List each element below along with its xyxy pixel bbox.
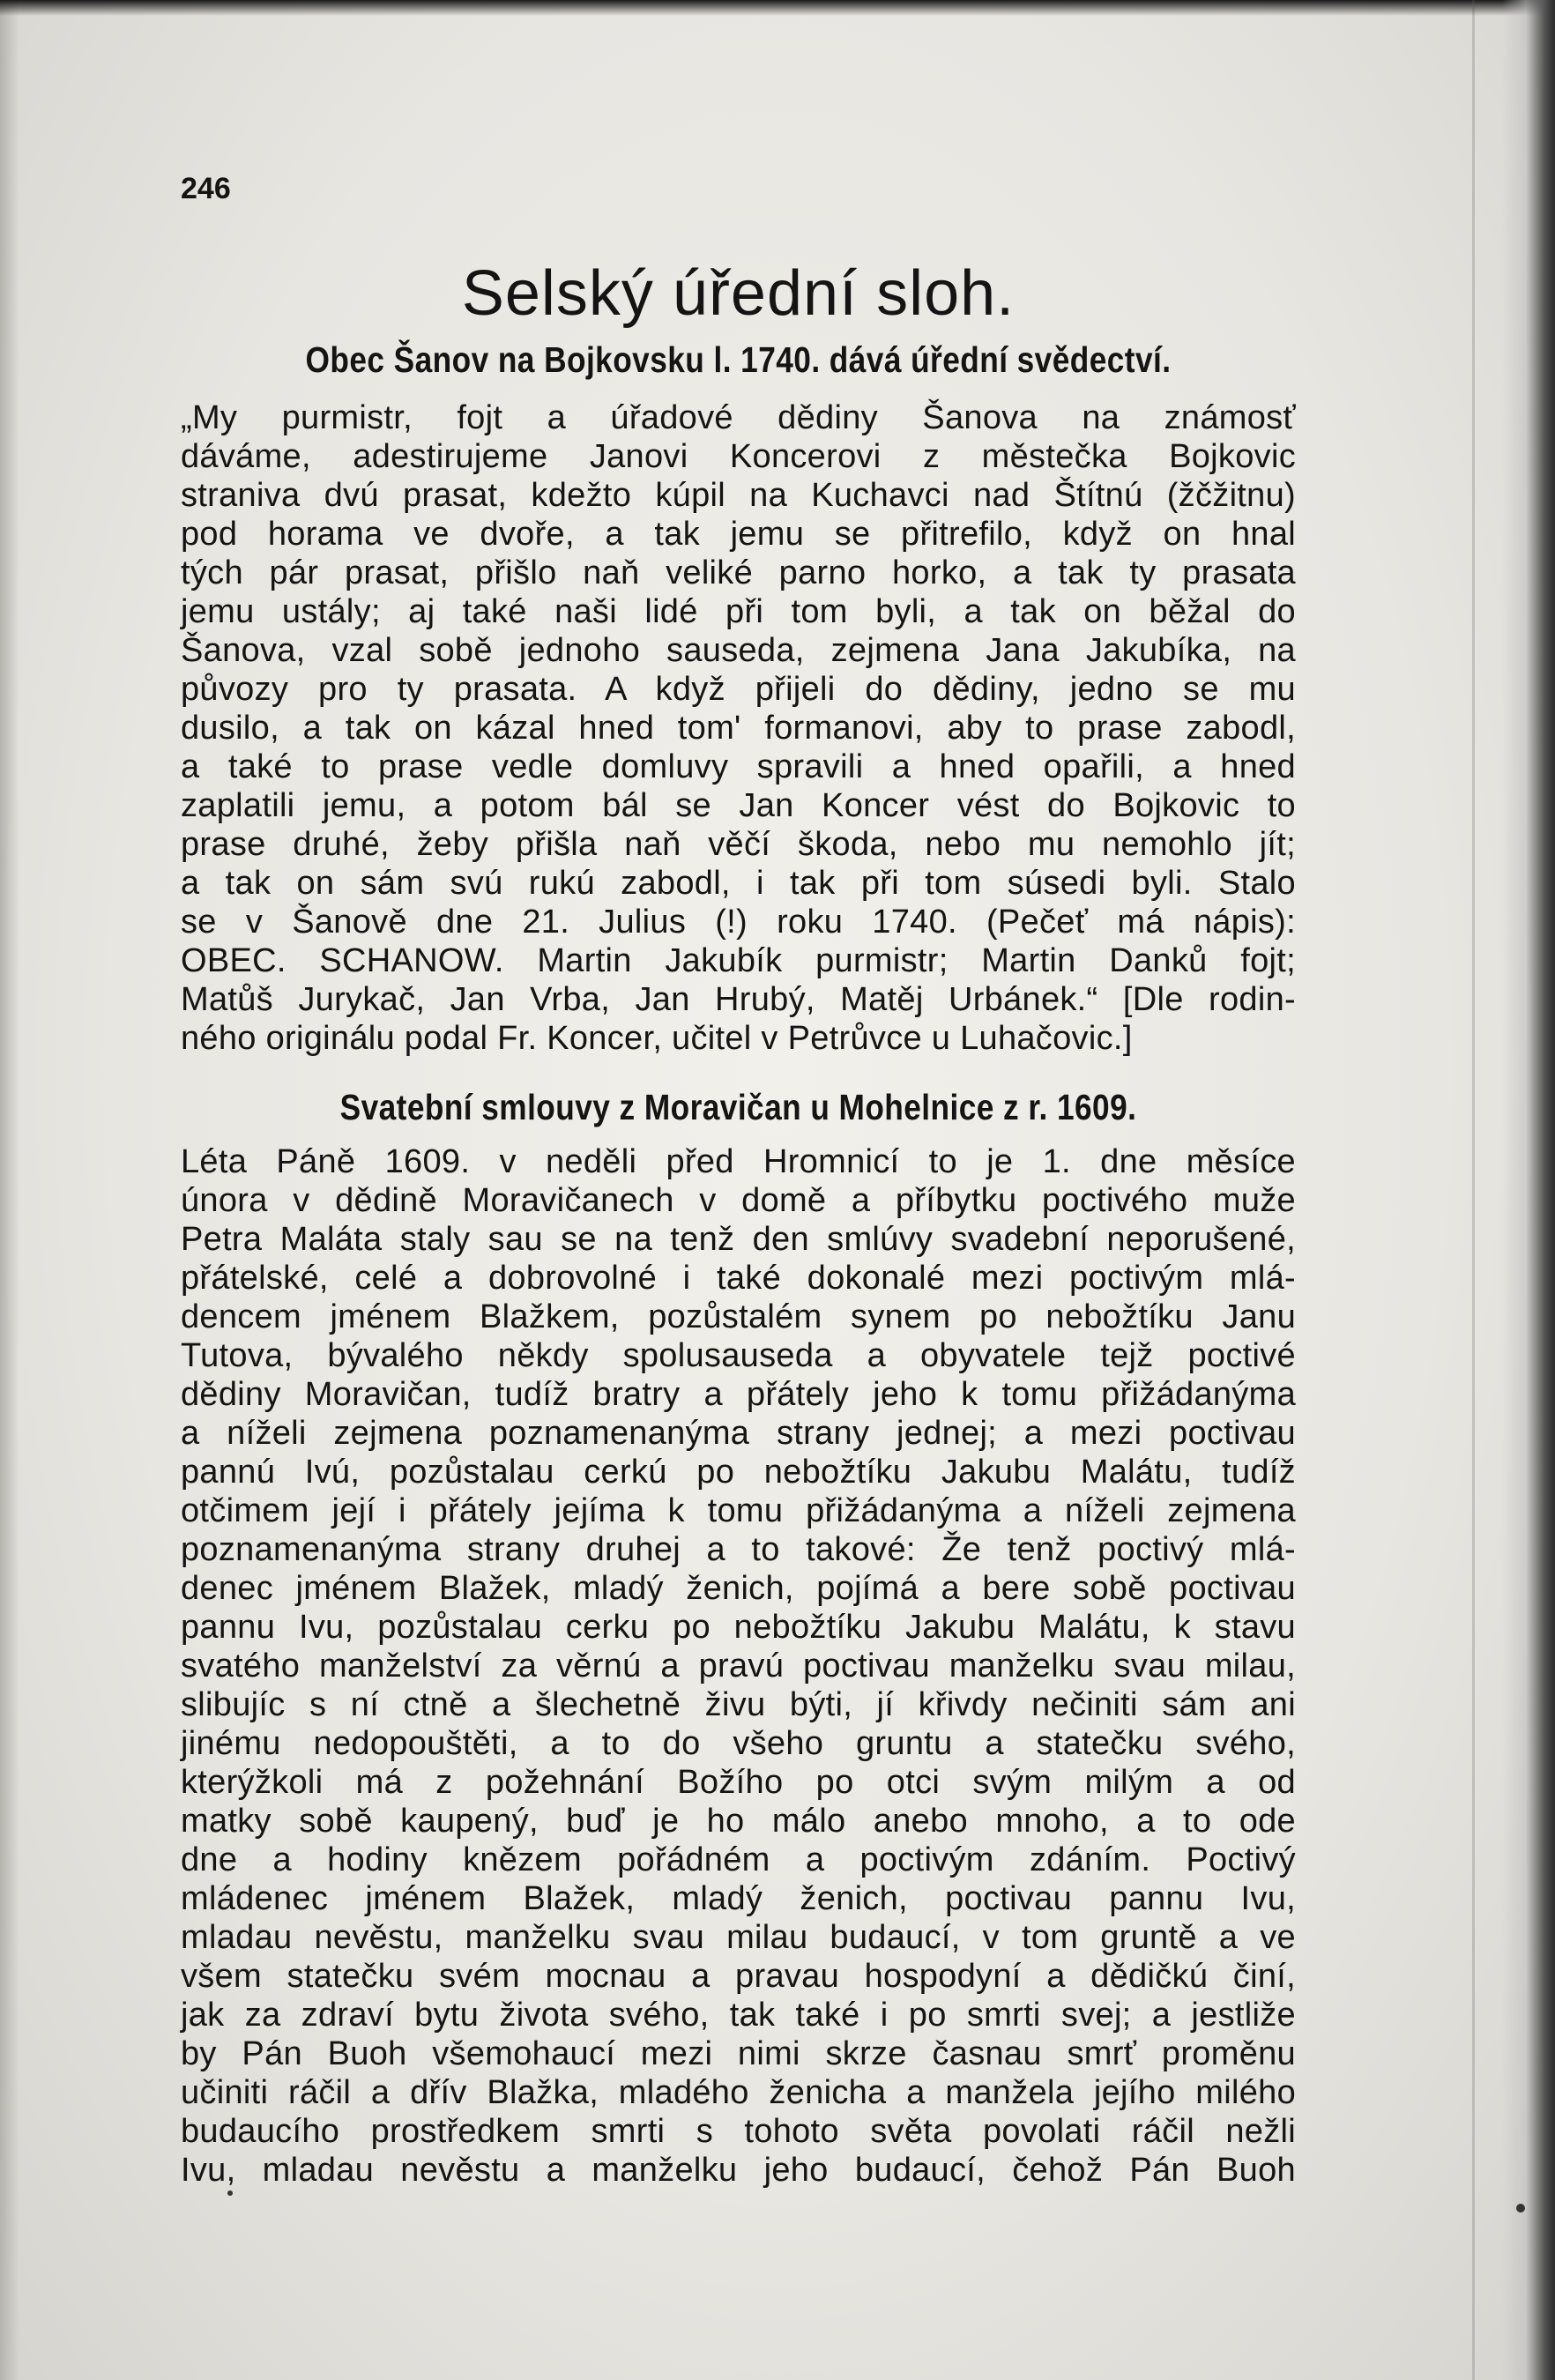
text-line: prase druhé, žeby přišla naň věčí škoda, nebo mu nemohlo jít; xyxy=(181,826,1296,863)
text-line: učiniti ráčil a dřív Blažka, mladého ženicha a manžela jejího milého xyxy=(181,2074,1296,2111)
section-heading-sanov: Obec Šanov na Bojkovsku l. 1740. dává úřední svědectví. xyxy=(305,339,1172,380)
text-line: slibujíc s ní ctně a šlechetně živu býti, jí křivdy nečiniti sám ani xyxy=(181,1686,1296,1723)
text-line: dáváme, adestirujeme Janovi Koncerovi z městečka Bojkovic xyxy=(181,438,1296,475)
page-shadow-left xyxy=(0,0,19,2380)
text-line: otčimem její i přátely jejíma k tomu přižádanýma a níželi zejmena xyxy=(181,1492,1296,1529)
text-line: ného originálu podal Fr. Koncer, učitel v Petrůvce u Luhačovic.] xyxy=(181,1020,1133,1057)
text-line: denec jménem Blažek, mladý ženich, pojímá a bere sobě poctivau xyxy=(181,1570,1296,1607)
text-line: „My purmistr, fojt a úřadové dědiny Šanova na známosť xyxy=(181,399,1296,436)
text-line: OBEC. SCHANOW. Martin Jakubík purmistr; Martin Danků fojt; xyxy=(181,942,1296,979)
section-heading-moravicany: Svatební smlouvy z Moravičan u Mohelnice z r. 1609. xyxy=(339,1087,1137,1127)
page-shadow-right xyxy=(1502,0,1555,2380)
page-number: 246 xyxy=(181,172,231,205)
text-line: Tutova, bývalého někdy spolusauseda a obyvatele tejž poctivé xyxy=(181,1337,1296,1374)
text-line: dencem jménem Blažkem, pozůstalém synem po nebožtíku Janu xyxy=(181,1298,1296,1335)
text-line: přátelské, celé a dobrovolné i také dokonalé mezi poctivým mlá- xyxy=(181,1260,1296,1297)
text-line: se v Šanově dne 21. Julius (!) roku 1740. (Pečeť má nápis): xyxy=(181,904,1296,941)
text-line: mladau nevěstu, manželku svau milau budaucí, v tom gruntě a ve xyxy=(181,1919,1296,1956)
text-line: Léta Páně 1609. v neděli před Hromnicí to je 1. dne měsíce xyxy=(181,1143,1296,1180)
text-line: straniva dvú prasat, kdežto kúpil na Kuchavci nad Štítnú (žčžitnu) xyxy=(181,477,1296,514)
text-line: svatého manželství za věrnú a pravú poctivau manželku svau milau, xyxy=(181,1647,1296,1685)
text-line: zaplatili jemu, a potom bál se Jan Koncer vést do Bojkovic to xyxy=(181,787,1296,824)
text-line: dědiny Moravičan, tudíž bratry a přátely jeho k tomu přižádanýma xyxy=(181,1376,1296,1413)
binding-fold-line xyxy=(1472,0,1475,2380)
text-line: a níželi zejmena poznamenanýma strany jednej; a mezi poctivau xyxy=(181,1415,1296,1452)
text-line: dusilo, a tak on kázal hned tom' formanovi, aby to prase zabodl, xyxy=(181,710,1296,747)
text-line: tých pár prasat, přišlo naň veliké parno horko, a tak ty prasata xyxy=(181,554,1296,591)
print-speck xyxy=(227,2190,233,2196)
text-line: pannú Ivú, pozůstalau cerkú po nebožtíku Jakubu Malátu, tudíž xyxy=(181,1454,1296,1491)
text-line: jinému nedopouštěti, a to do všeho gruntu a statečku svého, xyxy=(181,1725,1296,1762)
text-line: Matůš Jurykač, Jan Vrba, Jan Hrubý, Matěj Urbánek.“ [Dle rodin- xyxy=(181,981,1296,1018)
section-body-sanov xyxy=(181,398,1296,1058)
text-line: matky sobě kaupený, buď je ho málo anebo mnoho, a to ode xyxy=(181,1803,1296,1840)
text-line: budaucího prostředkem smrti s tohoto světa povolati ráčil nežli xyxy=(181,2113,1296,2150)
text-line: Ivu, mladau nevěstu a manželku jeho budaucí, čehož Pán Buoh xyxy=(181,2152,1296,2189)
text-line: Petra Maláta staly sau se na tenž den smlúvy svadební neporušené, xyxy=(181,1221,1296,1258)
text-line: půvozy pro ty prasata. A když přijeli do dědiny, jedno se mu xyxy=(181,671,1296,708)
text-line: mládenec jménem Blažek, mladý ženich, poctivau pannu Ivu, xyxy=(181,1880,1296,1917)
text-line: dne a hodiny knězem pořádném a poctivým zdáním. Poctivý xyxy=(181,1841,1296,1878)
text-line: kterýžkoli má z požehnání Božího po otci svým milým a od xyxy=(181,1764,1296,1801)
text-line: a také to prase vedle domluvy spravili a hned opařili, a hned xyxy=(181,748,1296,785)
text-line: pannu Ivu, pozůstalau cerku po nebožtíku Jakubu Malátu, k stavu xyxy=(181,1609,1296,1646)
text-line: by Pán Buoh všemohaucí mezi nimi skrze časnau smrť proměnu xyxy=(181,2035,1296,2072)
text-line: a tak on sám svú rukú zabodl, i tak při tom súsedi byli. Stalo xyxy=(181,865,1296,902)
print-speck xyxy=(1516,2204,1525,2213)
text-line: všem statečku svém mocnau a pravau hospodyní a dědičkú činí, xyxy=(181,1958,1296,1995)
page-shadow-top xyxy=(0,0,1555,16)
text-line: pod horama ve dvoře, a tak jemu se přitrefilo, když on hnal xyxy=(181,516,1296,553)
text-line: poznamenanýma strany druhej a to takové: Že tenž poctivý mlá- xyxy=(181,1531,1296,1568)
text-line: Šanova, vzal sobě jednoho sauseda, zejmena Jana Jakubíka, na xyxy=(181,632,1296,669)
page-title: Selský úřední sloh. xyxy=(461,258,1016,329)
section-body-moravicany xyxy=(181,1142,1296,2190)
text-line: jemu ustály; aj také naši lidé při tom byli, a tak on běžal do xyxy=(181,593,1296,630)
text-line: jak za zdraví bytu života svého, tak také i po smrti svej; a jestliže xyxy=(181,1997,1296,2034)
text-line: února v dědině Moravičanech v domě a příbytku poctivého muže xyxy=(181,1182,1296,1219)
